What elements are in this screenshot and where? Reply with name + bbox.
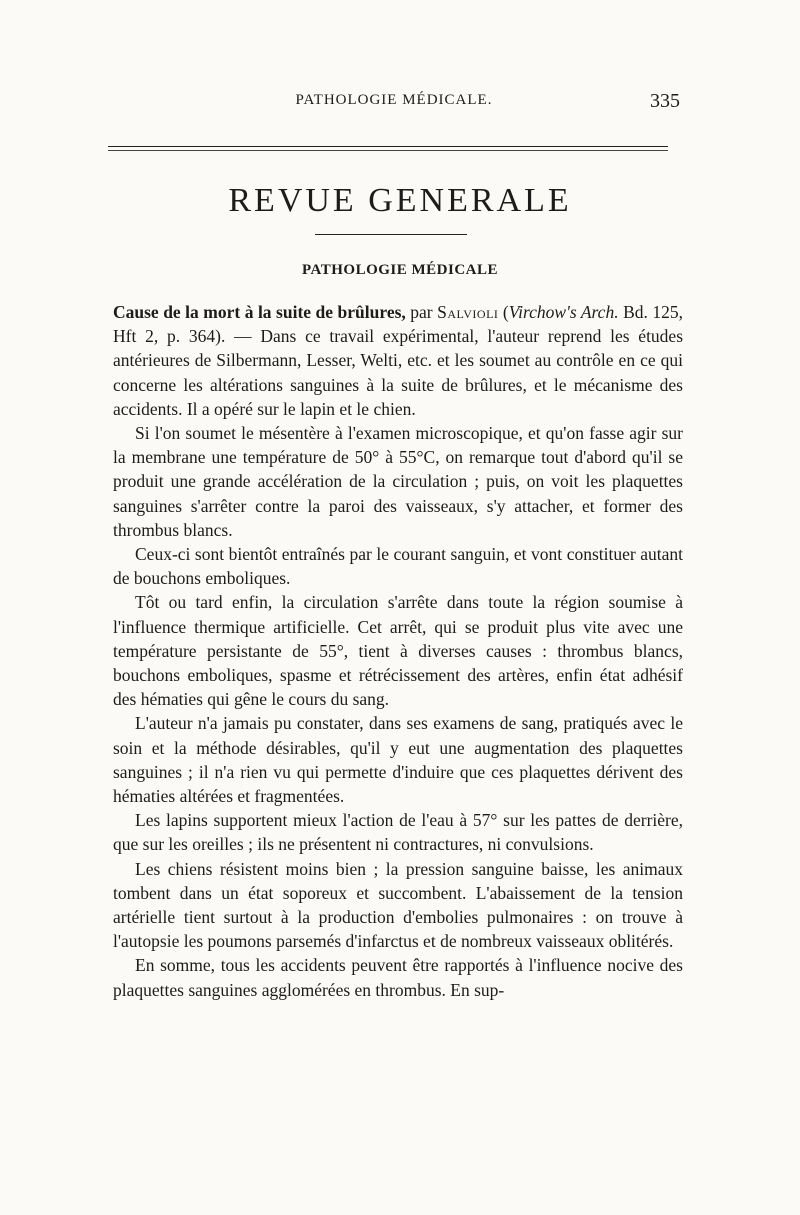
article-paragraph: Les chiens résistent moins bien ; la pression sanguine baisse, les animaux tombent dans un état soporeux et succombent. L'abaissement de la tension artérielle tient surtout à la production d'embolies pulmonaires : on trouve à l'autopsie les poumons parsemés d'infarctus et de nombreux vaisseaux oblitérés. bbox=[113, 858, 683, 952]
article-paragraph: Si l'on soumet le mésentère à l'examen microscopique, et qu'on fasse agir sur la membrane une température de 50° à 55°C, on remarque tout d'abord qu'il se produit une grande accélération de la circulation ; puis, on voit les plaquettes sanguines s'arrêter contre la paroi des vaisseaux, s'y attacher, et former des thrombus blancs. bbox=[113, 423, 683, 540]
article-paragraph-1 bbox=[113, 300, 683, 421]
section-title: REVUE GENERALE bbox=[228, 182, 572, 219]
page-number: 335 bbox=[650, 90, 680, 112]
running-head bbox=[108, 92, 680, 120]
article-paragraph: L'auteur n'a jamais pu constater, dans ses examens de sang, pratiqués avec le soin et la méthode désirables, qu'il y eut une augmentation des plaquettes sanguines ; il n'a rien vu qui permette d'induire que ces plaquettes dérivent des hématies altérées et fragmentées. bbox=[113, 713, 683, 807]
article-paragraph-1-rest: — Dans ce travail expérimental, l'auteur reprend les études antérieures de Silbermann, Lesser, Welti, etc. et les soumet au contrôle en ce qui concerne les altérations sanguines à la suite de brûlures, et le mécanisme des accidents. Il a opéré sur le lapin et le chien. bbox=[113, 326, 684, 419]
article-paragraph: Ceux-ci sont bientôt entraînés par le courant sanguin, et vont constituer autant de bouchons emboliques. bbox=[113, 544, 683, 589]
article-title-phrase: Cause de la mort à la suite de brûlures, bbox=[113, 302, 406, 322]
article-by: par bbox=[405, 302, 438, 322]
article-body bbox=[113, 300, 683, 1002]
header-rule-thin bbox=[108, 150, 668, 151]
running-title: PATHOLOGIE MÉDICALE. bbox=[295, 92, 493, 108]
article-ref-open: ( bbox=[498, 302, 509, 322]
article-journal: Virchow's Arch. bbox=[508, 302, 619, 322]
article-paragraph: En somme, tous les accidents peuvent être rapportés à l'influence nocive des plaquettes sanguines agglomérées en thrombus. En sup- bbox=[113, 955, 683, 1000]
subsection-title: PATHOLOGIE MÉDICALE bbox=[301, 262, 499, 278]
article-ref-details: Bd. 125, Hft 2, p. 364). bbox=[113, 302, 683, 347]
article-paragraph: Les lapins supportent mieux l'action de l'eau à 57° sur les pattes de derrière, que sur les oreilles ; ils ne présentent ni contractures, ni convulsions. bbox=[113, 810, 683, 855]
article-paragraph: Tôt ou tard enfin, la circulation s'arrête dans toute la région soumise à l'influence thermique artificielle. Cet arrêt, qui se produit plus vite avec une température persistante de 55°, tient à diverses causes : thrombus blancs, bouchons emboliques, spasme et rétrécissement des artères, enfin état adhésif des hématies qui gêne le cours du sang. bbox=[113, 592, 683, 710]
article-author: Salvioli bbox=[437, 302, 499, 322]
title-rule bbox=[315, 234, 467, 235]
header-rule bbox=[108, 146, 668, 147]
